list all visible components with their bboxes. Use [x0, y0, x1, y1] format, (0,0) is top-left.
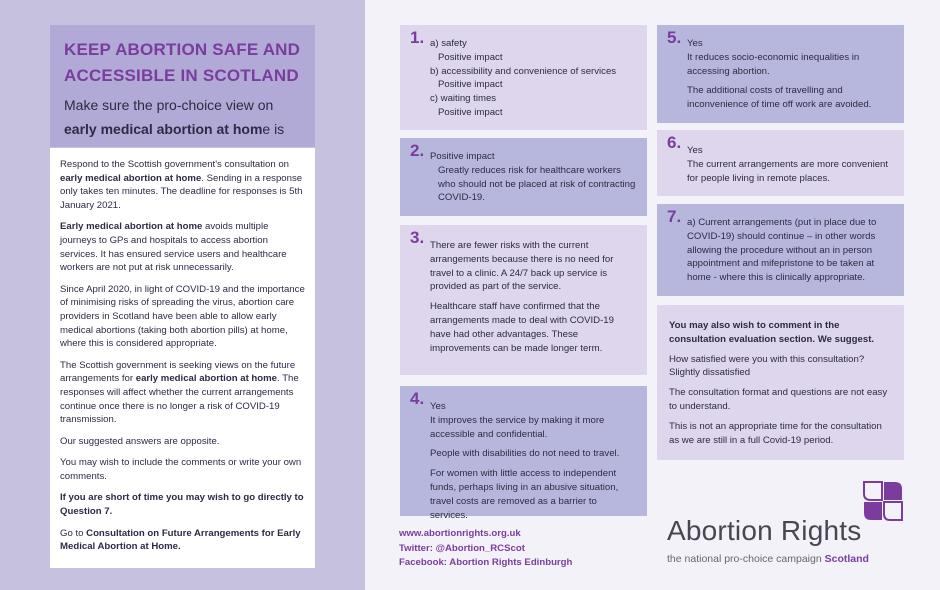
- answer-line: Positive impact: [438, 79, 503, 91]
- subtitle-a: Make sure the pro-choice view on: [64, 97, 274, 113]
- answer-paragraph: The additional costs of travelling and inconvenience of time off work are avoided.: [687, 85, 872, 111]
- text: . The responses will affect whether the current arrangements continue once there is no longer a risk of COVID-19 transmission.: [60, 373, 299, 426]
- answer-heading: Positive impact: [430, 151, 495, 162]
- facebook-link[interactable]: Facebook: Abortion Rights Edinburgh: [399, 557, 573, 568]
- tagline-region: Scotland: [824, 553, 869, 565]
- answer-line: c) waiting times: [430, 93, 497, 105]
- question-number: 7.: [667, 207, 682, 226]
- subtitle-c: e is: [262, 121, 285, 137]
- question-number: 5.: [667, 28, 682, 47]
- answer-card-2: [400, 138, 647, 216]
- four-petal-logo-icon: [863, 481, 903, 521]
- text: Respond to the Scottish government's consultation on: [60, 159, 290, 170]
- answer-body: [430, 233, 637, 355]
- answer-body: [430, 33, 637, 120]
- text-bold: If you are short of time you may wish to go directly to Question 7.: [60, 492, 304, 518]
- answer-body: [430, 146, 637, 205]
- answer-body: [687, 33, 894, 112]
- header-box: [50, 25, 315, 147]
- answer-paragraph: Healthcare staff have confirmed that the arrangements made to deal with COVID-19 have had other advantages. These improvements can be made longer term.: [430, 301, 614, 354]
- website-link[interactable]: www.abortionrights.org.uk: [399, 528, 521, 539]
- answer-text: a) Current arrangements (put in place due to COVID-19) should continue – in other words allowing the procedure without an in person appointment and mifepristone to be taken at home - where this is clinically appropriate.: [687, 217, 877, 284]
- tagline-text: the national pro-choice campaign: [667, 553, 825, 565]
- evaluation-paragraph: How satisfied were you with this consultation? Slightly dissatisfied: [669, 353, 865, 379]
- answer-paragraph: There are fewer risks with the current arrangements because there is no need for travel to a clinic. A 24/7 back up service is provided as part of the service.: [430, 240, 614, 293]
- intro-box: [50, 148, 315, 568]
- evaluation-card: [657, 305, 904, 460]
- question-number: 1.: [410, 28, 425, 47]
- answer-line: a) safety: [430, 38, 467, 49]
- twitter-link[interactable]: Twitter: @Abortion_RCScot: [399, 542, 525, 554]
- text: avoids multiple journeys to GPs and hospitals to access abortion services. It has ensured service users and healthcare workers are not put at risk unnecessarily.: [60, 221, 287, 274]
- answer-line: Positive impact: [438, 51, 503, 63]
- answer-text: Greatly reduces risk for healthcare workers who should not be placed at risk of contracting COVID-19.: [438, 164, 636, 204]
- title-line-1: KEEP ABORTION SAFE AND: [64, 40, 301, 59]
- evaluation-heading: You may also wish to comment in the consultation evaluation section. We suggest.: [669, 320, 875, 345]
- answer-card-7: [657, 204, 904, 296]
- answer-paragraph: For women with little access to independent funds, perhaps living in an abusive situation, travel costs are removed as a barrier to services.: [430, 468, 619, 521]
- logo-tagline: [667, 553, 869, 565]
- answer-card-5: [657, 25, 904, 123]
- answer-card-6: [657, 130, 904, 196]
- answer-body: [430, 394, 637, 522]
- answer-line: b) accessibility and convenience of services: [430, 65, 617, 77]
- question-number: 6.: [667, 133, 682, 152]
- evaluation-paragraph: This is not an appropriate time for the consultation as we are still in a full Covid-19 period.: [669, 420, 882, 446]
- answer-card-3: [400, 225, 647, 375]
- answer-paragraph: It reduces socio-economic inequalities in accessing abortion.: [687, 51, 860, 77]
- answer-line: Positive impact: [438, 106, 503, 118]
- text: The Scottish government is seeking views on the future arrangements for: [60, 359, 296, 385]
- text-bold: early medical abortion at home: [135, 373, 278, 385]
- answer-heading: Yes: [430, 401, 446, 412]
- text-bold: Early medical abortion at home: [60, 221, 203, 233]
- question-number: 4.: [410, 389, 425, 408]
- intro-paragraph-3: Since April 2020, in light of COVID-19 and the importance of minimising risks of spreading the virus, abortion care providers in Scotland have been able to allow early medical abortions (taking both abortion pills) at home, where this is considered appropriate.: [60, 283, 305, 350]
- page-title: [64, 37, 301, 89]
- intro-paragraph-8: [60, 527, 305, 554]
- contact-info: [399, 527, 572, 571]
- answer-paragraph: It improves the service by making it more accessible and confidential.: [430, 414, 605, 440]
- intro-paragraph-7: [60, 491, 305, 518]
- subtitle-b: early medical abortion at hom: [64, 121, 263, 137]
- answer-text: The current arrangements are more convenient for people living in remote places.: [687, 158, 889, 184]
- question-number: 3.: [410, 228, 425, 247]
- question-number: 2.: [410, 141, 425, 160]
- answer-body: [687, 212, 894, 285]
- answer-card-4: [400, 386, 647, 521]
- intro-paragraph-5: Our suggested answers are opposite.: [60, 435, 220, 447]
- evaluation-paragraph: The consultation format and questions are not easy to understand.: [669, 387, 888, 412]
- answer-card-1: [400, 25, 647, 130]
- intro-paragraph-1: [60, 158, 305, 212]
- text-bold: Consultation on Future Arrangements for Early Medical Abortion at Home.: [60, 527, 301, 553]
- intro-paragraph-2: [60, 220, 305, 274]
- answer-heading: Yes: [687, 38, 703, 49]
- text: Go to: [60, 527, 87, 539]
- title-line-2: ACCESSIBLE IN SCOTLAND: [64, 66, 299, 85]
- answer-heading: Yes: [687, 145, 703, 156]
- text-bold: early medical abortion at home: [60, 172, 202, 184]
- answer-paragraph: People with disabilities do not need to travel.: [430, 448, 620, 460]
- intro-paragraph-6: You may wish to include the comments or write your own comments.: [60, 457, 302, 482]
- answer-body: [687, 138, 894, 185]
- logo-name: Abortion Rights: [667, 515, 862, 546]
- text: . Sending in a response only takes ten minutes. The deadline for responses is 5th January 2021.: [60, 172, 303, 211]
- intro-paragraph-4: [60, 359, 305, 427]
